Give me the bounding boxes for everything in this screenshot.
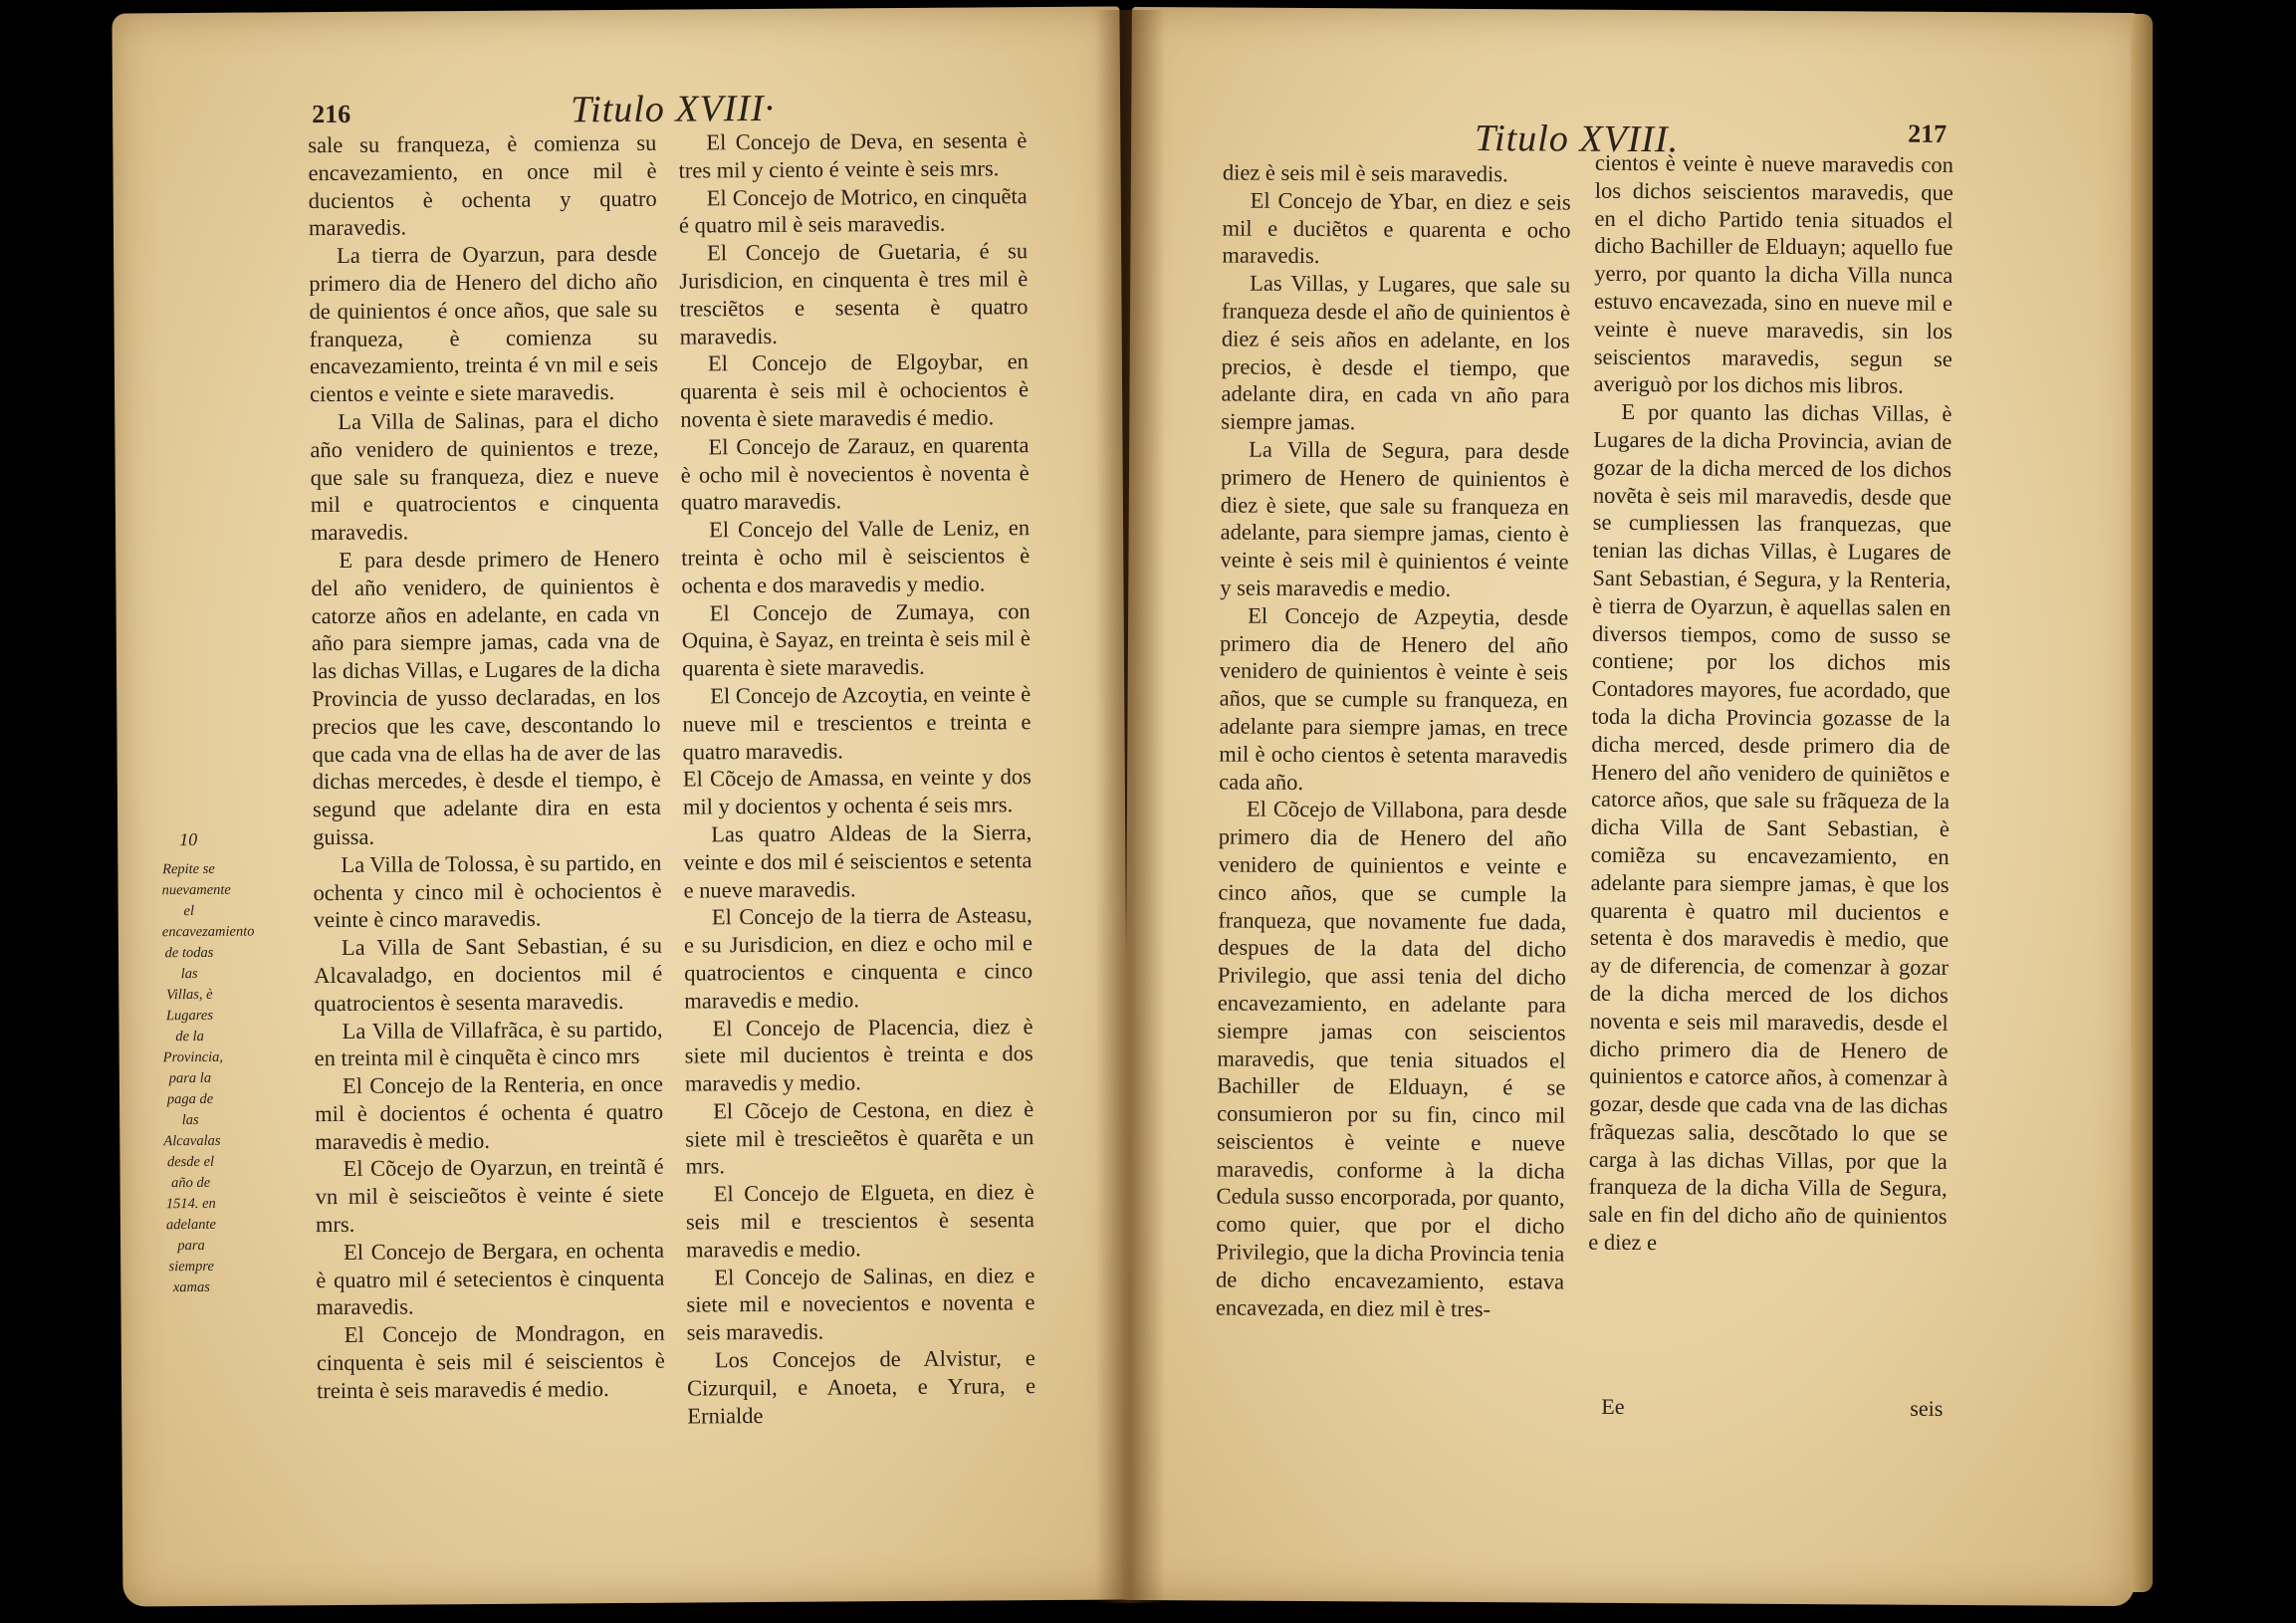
paragraph: La tierra de Oyarzun, para desde primero dia de Henero del dicho año de quinientos é once años, que sale su franqueza, è comienza su encavezamiento, treinta é vn mil e seis cientos e veinte e siete maravedis. [309, 240, 658, 407]
left-page [112, 6, 1130, 1606]
paragraph: El Concejo de Elgoybar, en quarenta è seis mil è ochocientos è noventa è siete maravedis é medio. [680, 348, 1030, 432]
paragraph: El Concejo de Azcoytia, en veinte è nueve mil e trescientos e treinta e quatro maravedis. [682, 681, 1032, 765]
paragraph: El Concejo de Mondragon, en cinquenta è seis mil é seiscientos è treinta è seis maravedis é medio. [316, 1319, 665, 1404]
catchword: seis [1910, 1395, 1944, 1421]
paragraph: El Concejo de Salinas, en diez e siete mil e novecientos e noventa e seis maravedis. [686, 1262, 1035, 1345]
paragraph: diez è seis mil è seis maravedis. [1222, 159, 1508, 187]
paragraph: La Villa de Villafrãca, è su partido, en treinta mil è cinquẽta è cinco mrs [314, 1016, 663, 1071]
paragraph: Las quatro Aldeas de la Sierra, veinte e dos mil é seiscientos e setenta e nueve maravedis. [683, 819, 1033, 903]
right-column-1 [1216, 158, 1571, 1323]
paragraph: El Cõcejo de Villabona, para desde primero dia de Henero del año venidero de quinientos e veinte e cinco años, que se cumple la franqueza, que novamente fue dada, despues de la data del dicho Privilegio, que assi tenia del dicho encavezamiento, en adelante para siempre jamas con seiscientos maravedis, que tenia situados el Bachiller de Elduayn, é se consumieron por su fin, cinco mil seiscientos è veinte e nueve maravedis, conforme à la dicha Cedula susso encorporada, por quanto, como quier, que por el dicho Privilegio, que la dicha Provincia tenia de dicho encavezamiento, estava encavezada, en diez mil è tres- [1215, 796, 1568, 1321]
paragraph: El Concejo de Elgueta, en diez è seis mil e trescientos è sesenta maravedis e medio. [685, 1179, 1034, 1263]
right-column-2 [1588, 149, 1953, 1259]
paragraph: El Concejo del Valle de Leniz, en treinta è ocho mil è seiscientos è ochenta e dos maravedis y medio. [681, 515, 1031, 598]
left-column-2 [678, 126, 1035, 1430]
right-running-title: Titulo XVIII. [1474, 117, 1680, 161]
paragraph: El Concejo de Bergara, en ochenta è quatro mil é setecientos è cinquenta maravedis. [316, 1237, 665, 1320]
margin-note: Repite se nuevamente el encavezamiento de todas las Villas, è Lugares de la Provincia, para la paga de las Alcavalas desde el año de 1514. en adelante para siempre xamas [161, 860, 255, 1296]
paragraph: El Concejo de la Renteria, en once mil è docientos é ochenta é quatro maravedis è medio. [315, 1070, 664, 1154]
paragraph: La Villa de Tolossa, è su partido, en ochenta y cinco mil è ochocientos è veinte è cinco maravedis. [313, 849, 662, 933]
paragraph: El Concejo de Motrico, en cinquẽta é quatro mil è seis maravedis. [678, 182, 1028, 238]
paragraph: La Villa de Salinas, para el dicho año venidero de quinientos e treze, que sale su franqueza, diez e nueve mil e quatrocientos e cinquenta maravedis. [310, 406, 659, 546]
paragraph: La Villa de Sant Sebastian, é su Alcavaladgo, en docientos mil é quatrocientos è sesenta maravedis. [314, 932, 663, 1016]
right-page-number: 217 [1908, 118, 1948, 148]
paragraph: El Concejo de Ybar, en diez e seis mil e duciẽtos e quarenta e ocho maravedis. [1222, 187, 1571, 269]
left-running-title: Titulo XVIII· [570, 87, 776, 131]
left-column-1 [308, 129, 665, 1405]
paragraph: El Concejo de Deva, en sesenta è tres mil y ciento é veinte è seis mrs. [678, 127, 1028, 183]
page-edges [2131, 14, 2153, 1592]
margin-number: 10 [179, 828, 198, 850]
paragraph: El Concejo de Guetaria, é su Jurisdicion, en cinquenta è tres mil è tresciẽtos e sesenta è quatro maravedis. [679, 238, 1029, 349]
paragraph: La Villa de Segura, para desde primero de Henero de quinientos è diez è siete, que sale su franqueza en adelante, para siempre jamas, ciento è veinte è seis mil è quinientos é veinte y seis maravedis e medio. [1220, 436, 1570, 601]
paragraph: El Concejo de la tierra de Asteasu, e su Jurisdicion, en diez e ocho mil e quatrocientos e cinquenta e cinco maravedis e medio. [683, 902, 1033, 1014]
paragraph: El Concejo de Azpeytia, desde primero dia de Henero del año venidero de quinientos è veinte è seis años, que se cumple su franqueza, en adelante para siempre jamas, en trece mil è ocho cientos è setenta maravedis cada año. [1219, 602, 1569, 795]
paragraph: Las Villas, y Lugares, que sale su franqueza desde el año de quinientos è diez é seis años en adelante, en los precios, è desde el tiempo, que adelante dira, en cada vn año para siempre jamas. [1221, 270, 1571, 435]
right-page [1122, 7, 2144, 1606]
paragraph: El Cõcejo de Amassa, en veinte y dos mil y docientos y ochenta é seis mrs. [682, 764, 1032, 819]
paragraph: El Cõcejo de Cestona, en diez è siete mil è trescieẽtos è quarẽta e un mrs. [685, 1096, 1034, 1180]
signature-mark: Ee [1601, 1393, 1625, 1419]
paragraph: Los Concejos de Alvistur, e Cizurquil, e Anoeta, e Yrura, e Ernialde [686, 1345, 1036, 1429]
paragraph: El Concejo de Zarauz, en quarenta è ocho mil è novecientos è noventa è quatro maravedis. [680, 431, 1030, 515]
paragraph: El Concejo de Placencia, diez è siete mil ducientos è treinta e dos maravedis y medio. [684, 1013, 1033, 1096]
paragraph: E por quanto las dichas Villas, è Lugares de la dicha Provincia, avian de gozar de la dicha merced de los dichos novẽta è seis mil maravedis, desde que se cumpliessen las franquezas, que tenian las dichas Villas, è Lugares de Sant Sebastian, é Segura, y la Renteria, è tierra de Oyarzun, è aquellas salen en diversos tiempos, como de susso se contiene; por los dichos mis Contadores mayores, fue acordado, que toda la dicha Provincia gozasse de la dicha merced, desde primero dia de Henero del año venidero de quiniẽtos e catorce años, que sale su frãqueza de la dicha Villa de Sant Sebastian, è comiẽza su encavezamiento, en adelante para siempre jamas, è que los quarenta è quatro mil ducientos e setenta è dos maravedis è medio, que ay de diferencia, de comenzar à gozar de la dicha merced de los dichos noventa e seis mil maravedis, desde el dicho primero dia de Henero de quinientos e catorce años, à comenzar à gozar, desde que cada vna de las dichas frãquezas salia, descõtado lo que se carga à las dichas Villas, por que la franqueza de la dicha Villa de Segura, sale en fin del dicho año de quinientos e diez e [1588, 399, 1952, 1256]
paragraph: cientos è veinte è nueve maravedis con los dichos seiscientos maravedis, que en el dicho Partido tenia situados el dicho Bachiller de Elduayn; aquello fue yerro, por quanto la dicha Villa nunca estuvo encavezada, sino en nueve mil e veinte è nueve maravedis, sin los seiscientos maravedis, segun se averiguò por los dichos mis libros. [1593, 149, 1954, 399]
paragraph: El Concejo de Zumaya, con Oquina, è Sayaz, en treinta è seis mil è quarenta è siete maravedis. [681, 597, 1031, 681]
paragraph: El Cõcejo de Oyarzun, en treintã é vn mil è seiscieõtos è veinte é siete mrs. [315, 1154, 664, 1238]
left-page-number: 216 [312, 99, 351, 129]
paragraph: E para desde primero de Henero del año venidero, de quinientos è catorze años en adelante, en cada vn año para siempre jamas, cada vna de las dichas Villas, e Lugares de la dicha Provincia de yusso declaradas, en los precios que les cave, descontando lo que cada vna de ellas ha de aver de las dichas mercedes, è desde el tiempo, è segund que adelante dira en esta guissa. [311, 545, 662, 850]
paragraph: sale su franqueza, è comienza su encavezamiento, en once mil è ducientos è ochenta y quatro maravedis. [308, 129, 657, 241]
